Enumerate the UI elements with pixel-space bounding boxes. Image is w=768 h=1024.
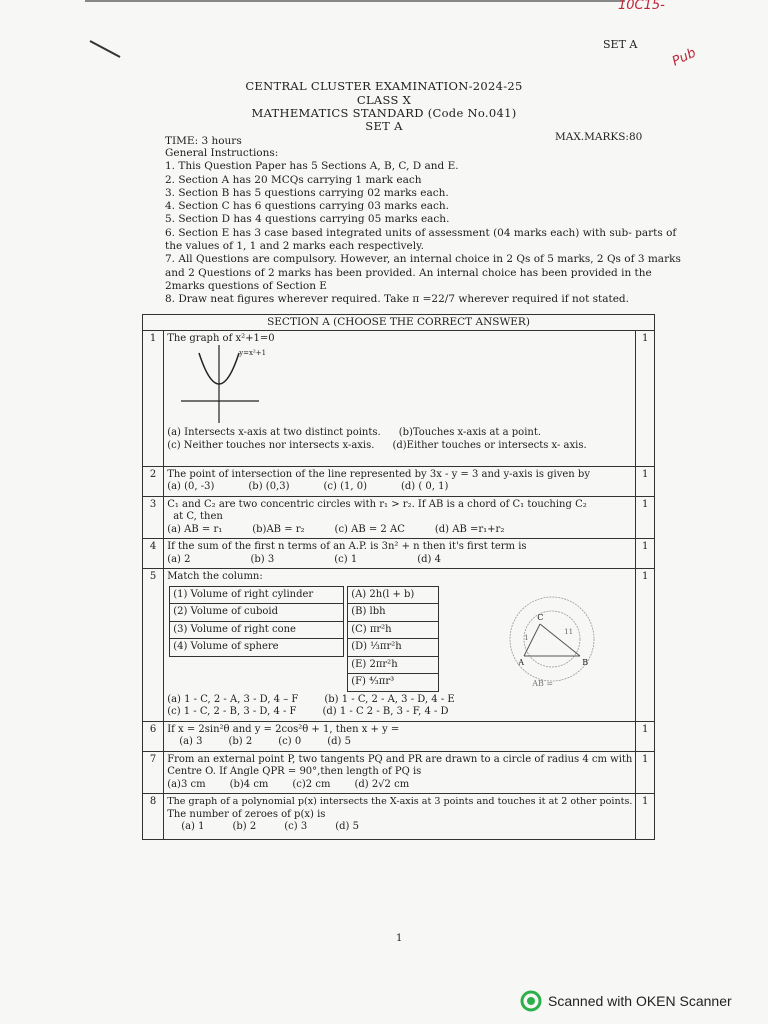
- option-c: (c) 1 - C, 2 - B, 3 - D, 4 - F: [167, 706, 297, 717]
- option-a: (a)3 cm: [167, 778, 206, 790]
- instruction-line: and 2 Questions of 2 marks has been provided. An internal choice has been provided in the: [165, 266, 652, 279]
- option-a: (a) (0, -3): [167, 481, 215, 492]
- question-number: 6: [143, 721, 164, 751]
- option-d: (d) ( 0, 1): [400, 481, 449, 492]
- option-d: (d)Either touches or intersects x- axis.: [392, 439, 587, 451]
- max-marks-label: MAX.MARKS:80: [555, 131, 643, 143]
- page-number: 1: [396, 933, 403, 944]
- marks: 1: [636, 569, 655, 722]
- question-text: The graph of a polynomial p(x) intersects the X-axis at 3 points and touches it at 2 other points.: [167, 796, 633, 807]
- diagram-label-r1: 1: [524, 633, 529, 642]
- option-a: (a) 1: [181, 821, 205, 832]
- option-d: (d) 5: [327, 736, 351, 747]
- instruction-line: 6. Section E has 3 case based integrated units of assessment (04 marks each) with sub- parts of: [165, 226, 677, 239]
- table-row: [143, 569, 655, 722]
- class-label: CLASS X: [356, 93, 412, 107]
- instructions-title: General Instructions:: [165, 147, 279, 159]
- diagram-label-r2: 11: [564, 627, 574, 636]
- question-cell: [164, 751, 636, 794]
- table-row: [143, 751, 655, 794]
- option-c: (c) AB = 2 AC: [334, 523, 405, 535]
- question-cell: [164, 539, 636, 569]
- option-c: (c) Neither touches nor intersects x-axis.: [167, 439, 375, 451]
- scanner-footer: [520, 990, 732, 1012]
- option-b: (b) 1 - C, 2 - A, 3 - D, 4 - E: [324, 693, 455, 705]
- option-c: (c) (1, 0): [323, 481, 367, 492]
- match-right-item: (E) 2πr²h: [348, 656, 439, 674]
- marks: 1: [636, 751, 655, 794]
- option-c: (c)2 cm: [292, 778, 331, 790]
- question-cell: [164, 794, 636, 840]
- question-cell: [164, 569, 636, 722]
- match-left-item: (2) Volume of cuboid: [170, 604, 344, 622]
- instruction-line: 2marks questions of Section E: [165, 279, 327, 292]
- graph-label: y=x²+1: [239, 349, 267, 357]
- set-subtitle: SET A: [365, 119, 403, 133]
- table-row: [143, 330, 655, 466]
- subject-label: MATHEMATICS STANDARD (Code No.041): [251, 106, 517, 120]
- parabola-graph: [167, 345, 632, 427]
- question-text-cont: at C, then: [173, 511, 223, 522]
- option-c: (c) 3: [284, 821, 308, 832]
- set-label: SET A: [603, 38, 638, 51]
- table-row: [143, 721, 655, 751]
- questions-table: [142, 314, 655, 840]
- diagram-label-a: A: [518, 657, 524, 667]
- marks: 1: [636, 721, 655, 751]
- question-number: 3: [143, 496, 164, 539]
- option-d: (d) 1 - C 2 - B, 3 - F, 4 - D: [322, 706, 449, 717]
- table-row: [143, 496, 655, 539]
- question-text: If x = 2sin²θ and y = 2cos²θ + 1, then x + y =: [167, 723, 400, 735]
- question-text: The graph of x²+1=0: [167, 332, 275, 344]
- option-d: (d) 5: [335, 821, 359, 832]
- option-b: (b) 2: [228, 736, 253, 747]
- marks: 1: [636, 794, 655, 840]
- option-b: (b) 3: [250, 553, 275, 565]
- instruction-line: 2. Section A has 20 MCQs carrying 1 mark each: [165, 173, 422, 186]
- table-row: [143, 539, 655, 569]
- option-a: (a) 2: [167, 553, 191, 565]
- match-left-item: (3) Volume of right cone: [170, 621, 344, 639]
- pen-stroke: [90, 40, 121, 58]
- marks: 1: [636, 466, 655, 496]
- marks: 1: [636, 330, 655, 466]
- question-number: 4: [143, 539, 164, 569]
- question-text: The point of intersection of the line represented by 3x - y = 3 and y-axis is given by: [167, 468, 590, 480]
- option-a: (a) 3: [179, 736, 203, 747]
- top-edge-line: [85, 0, 625, 2]
- option-c: (c) 1: [334, 553, 358, 565]
- table-row: [143, 794, 655, 840]
- match-left-column: [169, 586, 344, 657]
- match-right-item: (F) ⁴⁄₃πr³: [348, 674, 439, 692]
- option-a: (a) Intersects x-axis at two distinct points.: [167, 427, 381, 438]
- marks: 1: [636, 539, 655, 569]
- option-b: (b) 2: [232, 821, 257, 832]
- instruction-line: the values of 1, 1 and 2 marks each respectively.: [165, 240, 424, 253]
- match-right-item: (D) ⅓πr²h: [348, 639, 439, 657]
- marks: 1: [636, 496, 655, 539]
- table-row: [143, 466, 655, 496]
- instruction-line: 4. Section C has 6 questions carrying 03 marks each.: [165, 200, 450, 213]
- question-number: 8: [143, 794, 164, 840]
- question-cell: [164, 466, 636, 496]
- option-b: (b)Touches x-axis at a point.: [398, 427, 542, 438]
- question-number: 7: [143, 751, 164, 794]
- question-number: 5: [143, 569, 164, 722]
- option-b: (b)4 cm: [229, 778, 269, 790]
- question-text: C₁ and C₂ are two concentric circles with r₁ > r₂. If AB is a chord of C₁ touching C₂: [167, 498, 587, 510]
- option-d: (d) 2√2 cm: [354, 778, 410, 790]
- question-cell: [164, 330, 636, 466]
- question-text-cont: Centre O. If Angle QPR = 90°,then length of PQ is: [167, 766, 422, 777]
- match-left-item: (4) Volume of sphere: [170, 639, 344, 657]
- scanner-logo-icon: [520, 990, 542, 1012]
- match-left-item: (1) Volume of right cylinder: [170, 586, 344, 604]
- question-number: 1: [143, 330, 164, 466]
- option-b: (b)AB = r₂: [252, 523, 305, 535]
- option-a: (a) AB = r₁: [167, 523, 223, 535]
- question-text: From an external point P, two tangents PQ and PR are drawn to a circle of radius 4 cm with: [167, 753, 633, 765]
- diagram-note: AB =: [532, 678, 554, 688]
- handwritten-signature: Pub: [669, 45, 699, 70]
- instruction-line: 8. Draw neat figures wherever required. Take π =22/7 wherever required if not stated.: [165, 293, 629, 306]
- circles-svg: [502, 584, 612, 692]
- question-cell: [164, 721, 636, 751]
- instruction-line: 5. Section D has 4 questions carrying 05 marks each.: [165, 213, 450, 226]
- instructions-block: [165, 147, 681, 307]
- handwritten-corner-note: 10C15-: [618, 0, 665, 13]
- match-right-item: (C) πr²h: [348, 621, 439, 639]
- section-title: SECTION A (CHOOSE THE CORRECT ANSWER): [143, 315, 655, 331]
- match-right-column: [347, 586, 439, 692]
- instruction-line: 1. This Question Paper has 5 Sections A, B, C, D and E.: [165, 160, 459, 173]
- time-label: TIME: 3 hours: [165, 135, 242, 147]
- option-d: (d) AB =r₁+r₂: [434, 523, 505, 535]
- question-text-cont: The number of zeroes of p(x) is: [167, 808, 326, 820]
- match-right-item: (B) lbh: [348, 604, 439, 622]
- question-text: If the sum of the first n terms of an A.P. is 3n² + n then it's first term is: [167, 541, 527, 552]
- option-c: (c) 0: [278, 736, 302, 747]
- instruction-line: 7. All Questions are compulsory. However, an internal choice in 2 Qs of 5 marks, 2 Qs of 3 marks: [165, 253, 681, 266]
- option-d: (d) 4: [417, 553, 441, 565]
- question-number: 2: [143, 466, 164, 496]
- option-a: (a) 1 - C, 2 - A, 3 - D, 4 – F: [167, 693, 299, 705]
- diagram-label-c: C: [537, 612, 544, 622]
- question-text: Match the column:: [167, 571, 263, 582]
- question-cell: [164, 496, 636, 539]
- scanner-footer-text: Scanned with OKEN Scanner: [548, 993, 732, 1009]
- option-b: (b) (0,3): [248, 481, 290, 492]
- instruction-line: 3. Section B has 5 questions carrying 02 marks each.: [165, 186, 449, 199]
- diagram-label-b: B: [582, 657, 589, 667]
- concentric-circles-diagram: [502, 584, 612, 692]
- match-right-item: (A) 2h(l + b): [348, 586, 439, 604]
- exam-title: CENTRAL CLUSTER EXAMINATION-2024-25: [245, 79, 523, 93]
